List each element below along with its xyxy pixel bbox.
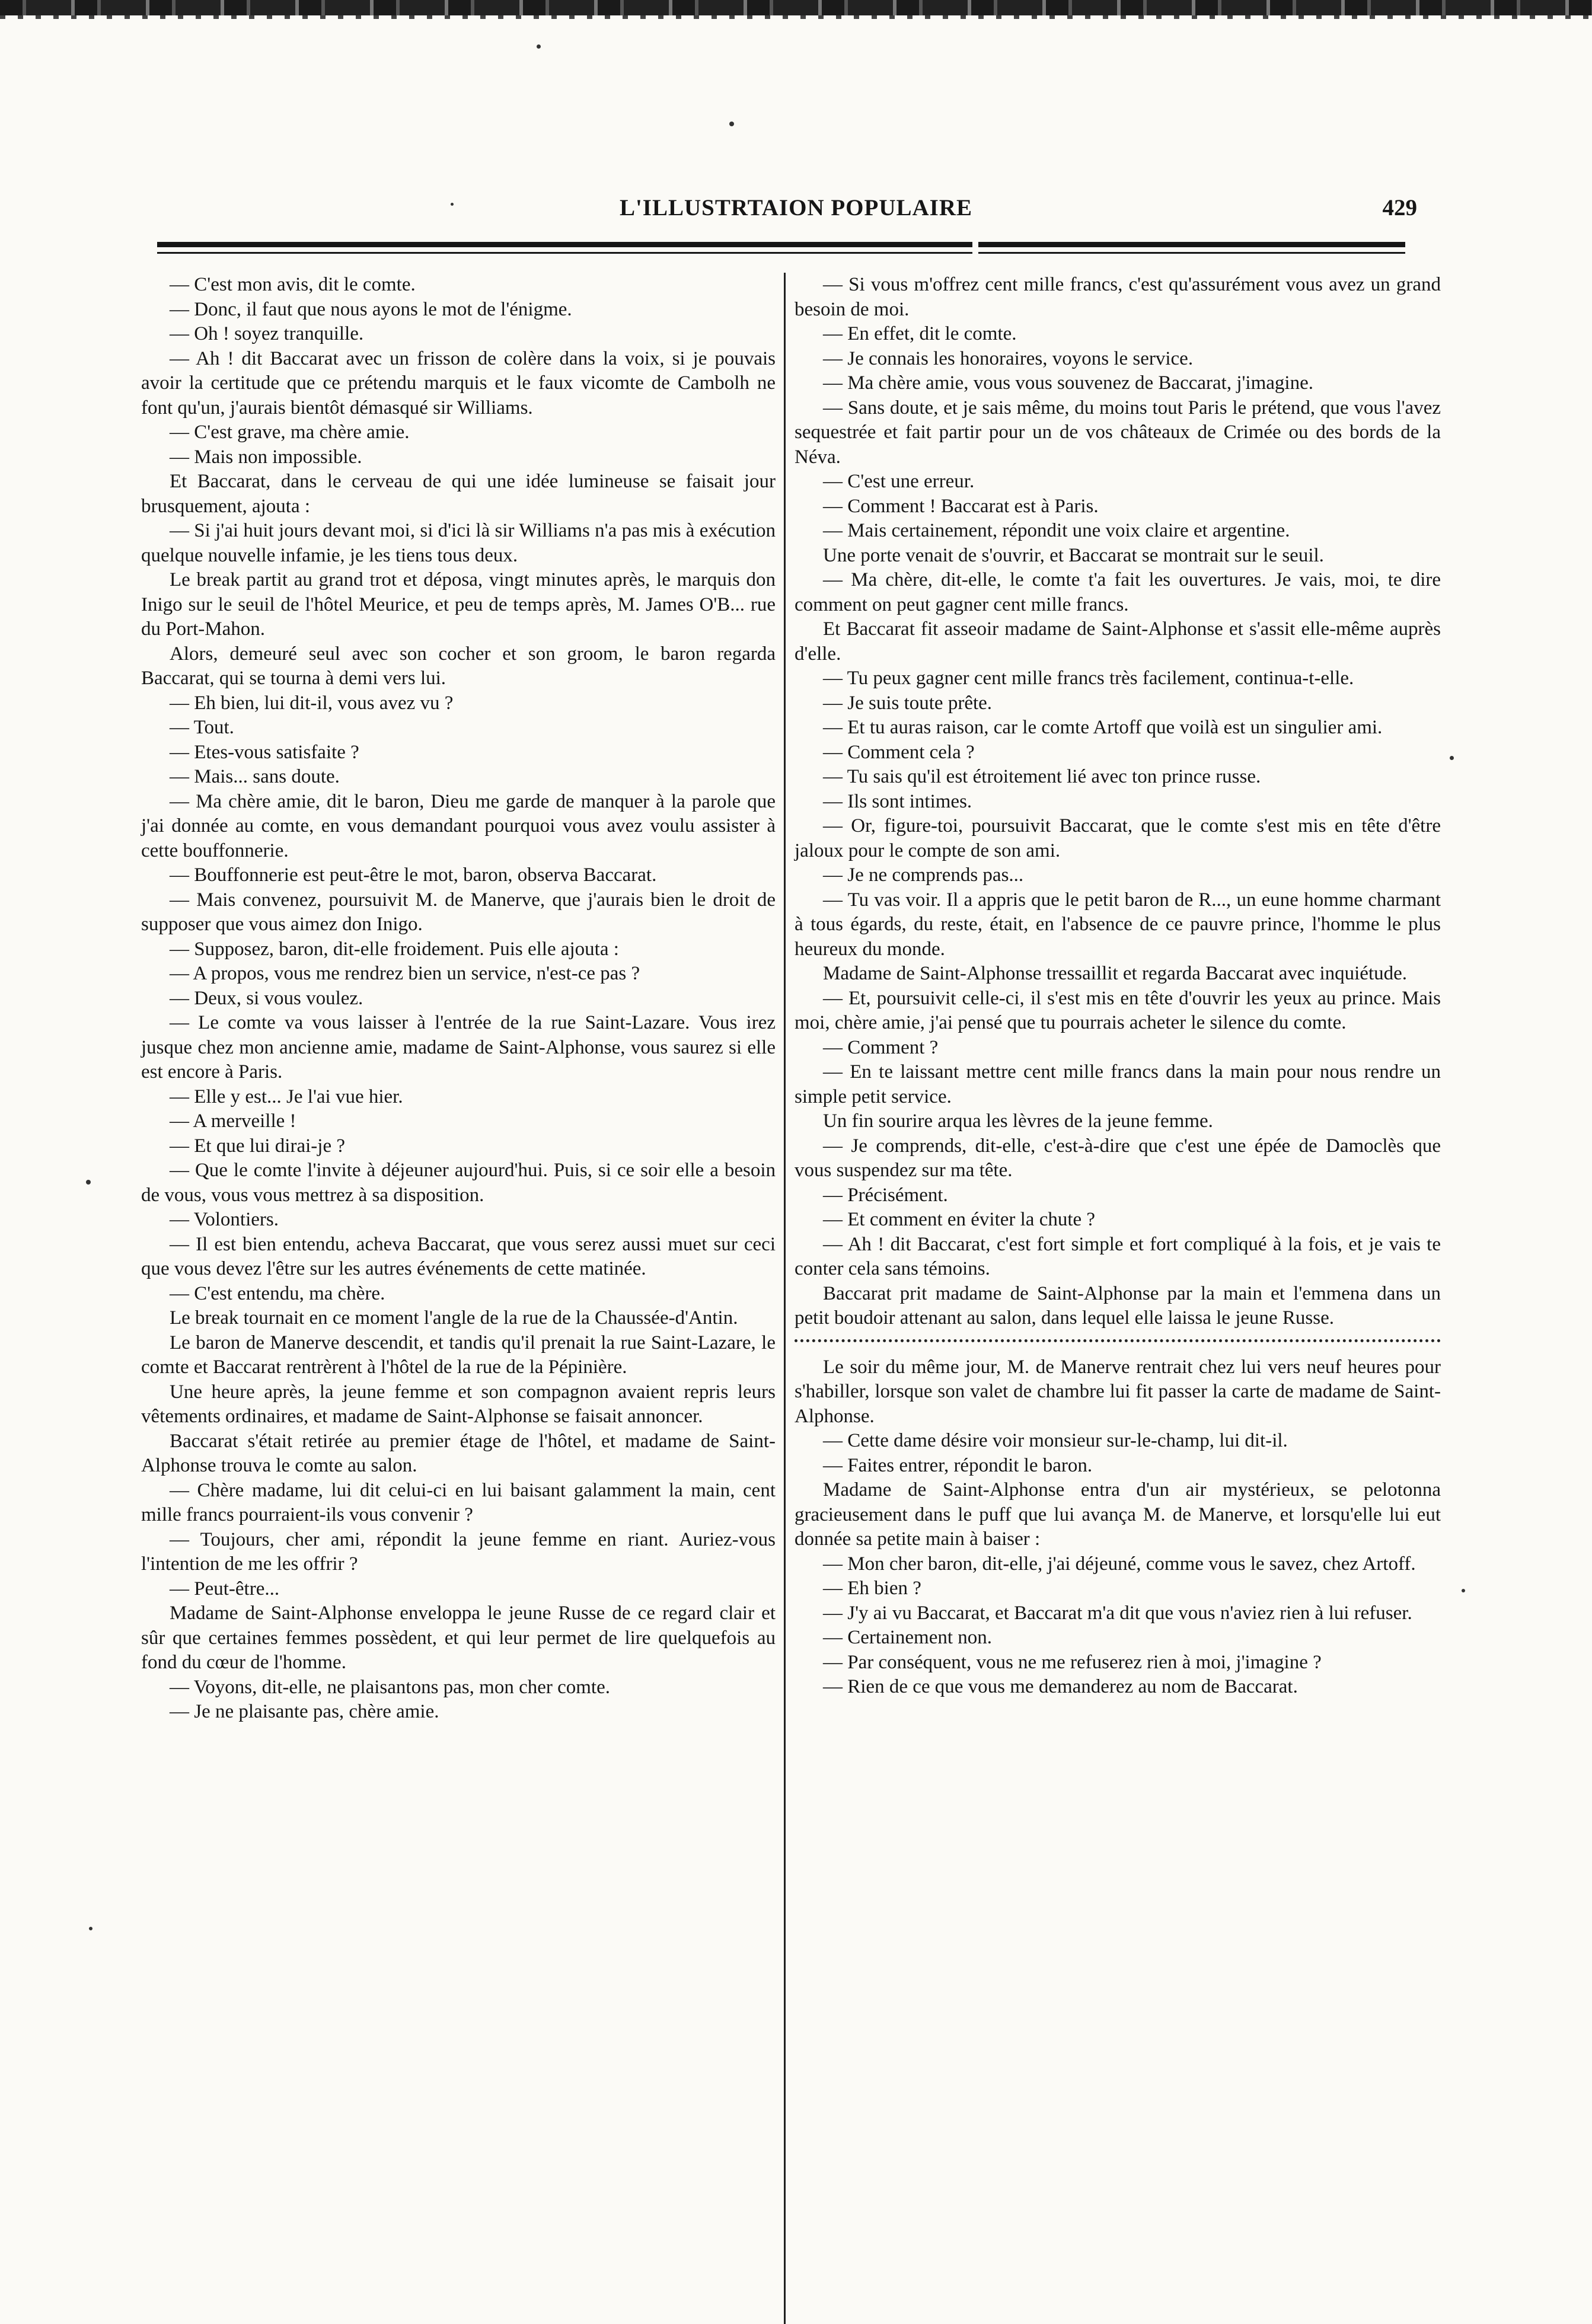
paragraph: — C'est une erreur.: [823, 471, 975, 492]
paragraph: — Voyons, dit-elle, ne plaisantons pas, mon cher comte.: [170, 1676, 610, 1698]
scan-speck: [86, 1180, 91, 1185]
paragraph: — Je ne plaisante pas, chère amie.: [170, 1701, 439, 1722]
paragraph: — Il est bien entendu, acheva Baccarat, que vous serez aussi muet sur ceci que vous devez l'être sur les autres événements de cette matinée.: [141, 1233, 776, 1279]
paragraph: — Comment cela ?: [823, 741, 975, 763]
paragraph: — Cette dame désire voir monsieur sur-le-champ, lui dit-il.: [823, 1430, 1288, 1451]
paragraph: — Eh bien ?: [823, 1578, 921, 1599]
paragraph: — Mais non impossible.: [170, 446, 362, 468]
paragraph: — Supposez, baron, dit-elle froidement. Puis elle ajouta :: [170, 938, 619, 960]
paragraph: — Je connais les honoraires, voyons le service.: [823, 347, 1194, 369]
paragraph: Et Baccarat fit asseoir madame de Saint-Alphonse et s'assit elle-même auprès d'elle.: [795, 618, 1441, 665]
paragraph: — Toujours, cher ami, répondit la jeune femme en riant. Auriez-vous l'intention de me les offrir ?: [141, 1528, 776, 1575]
scan-speck: [89, 1927, 92, 1930]
scan-top-edge: [0, 0, 1592, 15]
running-title: L'ILLUSTRTAION POPULAIRE: [619, 195, 973, 221]
paragraph: — J'y ai vu Baccarat, et Baccarat m'a dit que vous n'aviez rien à lui refuser.: [823, 1602, 1412, 1624]
paragraph: Madame de Saint-Alphonse enveloppa le jeune Russe de ce regard clair et sûr que certaines femmes possèdent, et qui leur permet de lire quelquefois au fond du cœur de l'homme.: [141, 1602, 776, 1673]
paragraph: — Si vous m'offrez cent mille francs, c'est qu'assurément vous avez un grand besoin de moi.: [795, 274, 1441, 320]
paragraph: Madame de Saint-Alphonse tressaillit et regarda Baccarat avec inquiétude.: [823, 963, 1408, 984]
paragraph: — Ma chère amie, dit le baron, Dieu me garde de manquer à la parole que j'ai donnée au comte, en vous demandant pourquoi vous avez voulu assister à cette bouffonnerie.: [141, 790, 776, 861]
scan-speck: [537, 44, 541, 49]
paragraph: — Si j'ai huit jours devant moi, si d'ici là sir Williams n'a pas mis à exécution quelque nouvelle infamie, je les tiens tous deux.: [141, 520, 776, 566]
paragraph: — Ils sont intimes.: [823, 790, 972, 812]
paragraph: — Certainement non.: [823, 1627, 993, 1648]
paragraph: — Tu peux gagner cent mille francs très facilement, continua-t-elle.: [823, 668, 1354, 689]
left-column: [141, 273, 776, 1725]
paragraph: — Je suis toute prête.: [823, 692, 993, 714]
paragraph: Le baron de Manerve descendit, et tandis qu'il prenait la rue Saint-Lazare, le comte et Baccarat rentrèrent à l'hôtel de la rue de la Pépinière.: [141, 1332, 776, 1378]
paragraph: — A merveille !: [170, 1110, 296, 1132]
header-rule-right: [978, 242, 1405, 247]
paragraph: — Peut-être...: [170, 1578, 280, 1600]
paragraph: — Mon cher baron, dit-elle, j'ai déjeuné, comme vous le savez, chez Artoff.: [823, 1553, 1416, 1575]
paragraph: — En te laissant mettre cent mille francs dans la main pour nous rendre un simple petit service.: [795, 1061, 1441, 1107]
paragraph: — Par conséquent, vous ne me refuserez rien à moi, j'imagine ?: [823, 1651, 1322, 1673]
paragraph: Alors, demeuré seul avec son cocher et son groom, le baron regarda Baccarat, qui se tourna à demi vers lui.: [141, 643, 776, 689]
paragraph: — Et comment en éviter la chute ?: [823, 1209, 1096, 1230]
paragraph: — Mais certainement, répondit une voix claire et argentine.: [823, 520, 1290, 541]
paragraph: — Oh ! soyez tranquille.: [170, 323, 364, 344]
paragraph: — Tu sais qu'il est étroitement lié avec ton prince russe.: [823, 766, 1261, 787]
right-column: [795, 273, 1441, 1700]
paragraph: — Mais convenez, poursuivit M. de Manerve, que j'aurais bien le droit de supposer que vous aimez don Inigo.: [141, 889, 776, 935]
paragraph: — Chère madame, lui dit celui-ci en lui baisant galamment la main, cent mille francs pourraient-ils vous convenir ?: [141, 1479, 776, 1525]
paragraph: — Deux, si vous voulez.: [170, 987, 363, 1009]
paragraph: — En effet, dit le comte.: [823, 323, 1017, 344]
scan-speck: [1462, 1589, 1465, 1592]
paragraph: — Ma chère, dit-elle, le comte t'a fait les ouvertures. Je vais, moi, te dire comment on peut gagner cent mille francs.: [795, 569, 1441, 615]
paragraph: — Sans doute, et je sais même, du moins tout Paris le prétend, que vous l'avez sequestrée et fait partir pour un de vos châteaux de Crimée ou des bords de la Néva.: [795, 397, 1441, 468]
paragraph: — Précisément.: [823, 1184, 948, 1206]
paragraph: — Tu vas voir. Il a appris que le petit baron de R..., un eune homme charmant à tous égards, du reste, était, en l'absence de ce pauvre prince, l'homme le plus heureux du monde.: [795, 889, 1441, 960]
page-number: 429: [1382, 195, 1417, 221]
paragraph: Et Baccarat, dans le cerveau de qui une idée lumineuse se faisait jour brusquement, ajouta :: [141, 471, 776, 517]
section-separator: [795, 1339, 1441, 1342]
paragraph: — Ah ! dit Baccarat, c'est fort simple et fort compliqué à la fois, et je vais te conter cela sans témoins.: [795, 1233, 1441, 1279]
paragraph: — Tout.: [170, 717, 234, 738]
header-rule-right-thin: [978, 252, 1405, 254]
paragraph: — Et, poursuivit celle-ci, il s'est mis en tête d'ouvrir les yeux au prince. Mais moi, chère amie, j'ai pensé que tu pourrais acheter le silence du comte.: [795, 987, 1441, 1033]
paragraph: — Que le comte l'invite à déjeuner aujourd'hui. Puis, si ce soir elle a besoin de vous, vous vous mettrez à sa disposition.: [141, 1160, 776, 1206]
header-rule-left: [157, 242, 972, 247]
paragraph: — Eh bien, lui dit-il, vous avez vu ?: [170, 692, 454, 714]
paragraph: Le break tournait en ce moment l'angle de la rue de la Chaussée-d'Antin.: [170, 1307, 738, 1329]
paragraph: — Faites entrer, répondit le baron.: [823, 1454, 1093, 1476]
paragraph: Une porte venait de s'ouvrir, et Baccarat se montrait sur le seuil.: [823, 544, 1324, 566]
paragraph: — C'est grave, ma chère amie.: [170, 422, 410, 443]
paragraph: — Donc, il faut que nous ayons le mot de l'énigme.: [170, 298, 572, 320]
paragraph: — Etes-vous satisfaite ?: [170, 741, 359, 763]
paragraph: — Ah ! dit Baccarat avec un frisson de colère dans la voix, si je pouvais avoir la certitude que ce prétendu marquis et le faux vicomte de Cambolh ne font qu'un, j'aurais bientôt démasqué sir Williams.: [141, 347, 776, 419]
paragraph: — Et tu auras raison, car le comte Artoff que voilà est un singulier ami.: [823, 717, 1383, 738]
paragraph: — Comment ?: [823, 1036, 939, 1058]
paragraph: — Elle y est... Je l'ai vue hier.: [170, 1086, 403, 1107]
paragraph: — Comment ! Baccarat est à Paris.: [823, 495, 1099, 517]
scan-top-edge-noise: [0, 15, 1592, 19]
paragraph: — Le comte va vous laisser à l'entrée de la rue Saint-Lazare. Vous irez jusque chez mon ancienne amie, madame de Saint-Alphonse, vous saurez si elle est encore à Paris.: [141, 1012, 776, 1083]
paragraph: — Ma chère amie, vous vous souvenez de Baccarat, j'imagine.: [823, 372, 1313, 394]
paragraph: Un fin sourire arqua les lèvres de la jeune femme.: [823, 1110, 1213, 1132]
scan-speck: [451, 203, 454, 206]
paragraph: — Volontiers.: [170, 1209, 279, 1230]
paragraph: Madame de Saint-Alphonse entra d'un air mystérieux, se pelotonna gracieusement dans le puff que lui avança M. de Manerve, et lorsqu'elle lui eut donnée sa petite main à baiser :: [795, 1479, 1441, 1550]
paragraph: Une heure après, la jeune femme et son compagnon avaient repris leurs vêtements ordinaires, et madame de Saint-Alphonse se faisait annoncer.: [141, 1381, 776, 1427]
scan-speck: [1450, 756, 1454, 760]
paragraph: — Je ne comprends pas...: [823, 864, 1024, 886]
paragraph: — Rien de ce que vous me demanderez au nom de Baccarat.: [823, 1676, 1298, 1697]
paragraph: Le break partit au grand trot et déposa, vingt minutes après, le marquis don Inigo sur le seuil de l'hôtel Meurice, et peu de temps après, M. James O'B... rue du Port-Mahon.: [141, 569, 776, 640]
paragraph: — C'est entendu, ma chère.: [170, 1282, 385, 1304]
paragraph: — C'est mon avis, dit le comte.: [170, 274, 416, 295]
paragraph: Baccarat s'était retirée au premier étage de l'hôtel, et madame de Saint-Alphonse trouva le comte au salon.: [141, 1430, 776, 1476]
paragraph: — Je comprends, dit-elle, c'est-à-dire que c'est une épée de Damoclès que vous suspendez sur ma tête.: [795, 1135, 1441, 1181]
paragraph: Baccarat prit madame de Saint-Alphonse par la main et l'emmena dans un petit boudoir attenant au salon, dans lequel elle laissa le jeune Russe.: [795, 1282, 1441, 1329]
scan-speck: [729, 122, 734, 126]
column-divider: [784, 273, 786, 2324]
header-rule-left-thin: [157, 252, 972, 254]
paragraph: — A propos, vous me rendrez bien un service, n'est-ce pas ?: [170, 963, 640, 984]
paragraph: Le soir du même jour, M. de Manerve rentrait chez lui vers neuf heures pour s'habiller, lorsque son valet de chambre lui fit passer la carte de madame de Saint-Alphonse.: [795, 1356, 1441, 1427]
paragraph: — Bouffonnerie est peut-être le mot, baron, observa Baccarat.: [170, 864, 657, 886]
paragraph: — Or, figure-toi, poursuivit Baccarat, que le comte s'est mis en tête d'être jaloux pour le compte de son ami.: [795, 815, 1441, 861]
paragraph: — Mais... sans doute.: [170, 766, 340, 787]
paragraph: — Et que lui dirai-je ?: [170, 1135, 345, 1157]
